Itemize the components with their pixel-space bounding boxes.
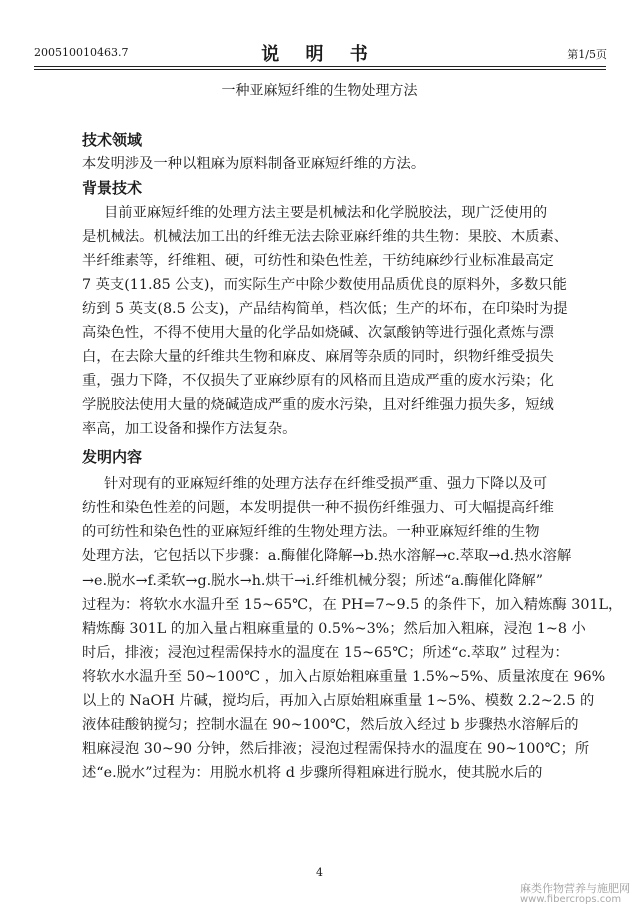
section-heading-background: 背景技术 [82, 179, 143, 197]
page-number: 4 [316, 866, 323, 879]
body-line: 处理方法，它包括以下步骤：a.酶催化降解→b.热水溶解→c.萃取→d.热水溶解 [82, 548, 572, 564]
body-line: 述“e.脱水”过程为：用脱水机将 d 步骤所得粗麻进行脱水，使其脱水后的 [82, 765, 543, 781]
body-line: 白，在去除大量的纤维共生物和麻皮、麻屑等杂质的同时，织物纤维受损失 [82, 349, 554, 365]
body-line: 率高，加工设备和操作方法复杂。 [82, 421, 297, 437]
body-line: 学脱胶法使用大量的烧碱造成严重的废水污染，且对纤维强力损失多，短绒 [82, 397, 554, 413]
body-line: 液体硅酸钠搅匀；控制水温在 90~100℃，然后放入经过 b 步骤热水溶解后的 [82, 717, 579, 733]
body-line: 时后，排液；浸泡过程需保持水的温度在 15~65℃；所述“c.萃取” 过程为： [82, 645, 569, 661]
body-line: 以上的 NaOH 片碱，搅均后，再加入占原始粗麻重量 1~5%、模数 2.2~2.5 的 [82, 693, 595, 709]
body-line: 过程为：将软水水温升至 15~65℃，在 PH=7~9.5 的条件下，加入精炼酶 301L， [82, 597, 623, 613]
body-line: 纺性和染色性差的问题，本发明提供一种不损伤纤维强力、可大幅提高纤维 [82, 500, 554, 516]
body-line: 高染色性，不得不使用大量的化学品如烧碱、次氯酸钠等进行强化煮炼与漂 [82, 325, 554, 341]
body-line: 精炼酶 301L 的加入量占粗麻重量的 0.5%~3%；然后加入粗麻，浸泡 1~8 小 [82, 621, 586, 637]
body-line: 本发明涉及一种以粗麻为原料制备亚麻短纤维的方法。 [82, 156, 426, 172]
header-rule [34, 66, 606, 67]
body-line: →e.脱水→f.柔软→g.脱水→h.烘干→i.纤维机械分裂；所述“a.酶催化降解” [82, 573, 544, 589]
body-line: 半纤维素等，纤维粗、硬，可纺性和染色性差，干纺纯麻纱行业标准最高定 [82, 253, 554, 269]
section-heading-tech-field: 技术领域 [82, 131, 143, 149]
body-line: 是机械法。机械法加工出的纤维无法去除亚麻纤维的共生物：果胶、木质素、 [82, 229, 569, 245]
section-heading-invention: 发明内容 [82, 448, 143, 466]
body-line: 7 英支(11.85 公支)，而实际生产中除少数使用品质优良的原料外，多数只能 [82, 277, 567, 293]
header-page-indicator: 第1/5页 [567, 48, 607, 61]
header-rule-thin [34, 69, 606, 70]
body-line: 目前亚麻短纤维的处理方法主要是机械法和化学脱胶法，现广泛使用的 [104, 205, 548, 221]
header-title: 说 明 书 [261, 44, 378, 65]
body-line: 纺到 5 英支(8.5 公支)，产品结构简单，档次低；生产的坏布，在印染时为提 [82, 301, 568, 317]
watermark-text: 麻类作物营养与施肥网 [520, 882, 630, 895]
body-line: 粗麻浸泡 30~90 分钟，然后排液；浸泡过程需保持水的温度在 90~100℃；所 [82, 741, 590, 757]
body-line: 重，强力下降，不仅损失了亚麻纱原有的风格而且造成严重的废水污染；化 [82, 373, 554, 389]
watermark-url: www.fibercrops.com [520, 894, 622, 905]
body-line: 针对现有的亚麻短纤维的处理方法存在纤维受损严重、强力下降以及可 [104, 476, 548, 492]
body-line: 的可纺性和染色性的亚麻短纤维的生物处理方法。一种亚麻短纤维的生物 [82, 524, 540, 540]
body-line: 将软水水温升至 50~100℃ ，加入占原始粗麻重量 1.5%~5%、质量浓度在 96% [82, 669, 606, 685]
doc-title: 一种亚麻短纤维的生物处理方法 [221, 83, 418, 99]
header-doc-number: 200510010463.7 [34, 46, 129, 59]
